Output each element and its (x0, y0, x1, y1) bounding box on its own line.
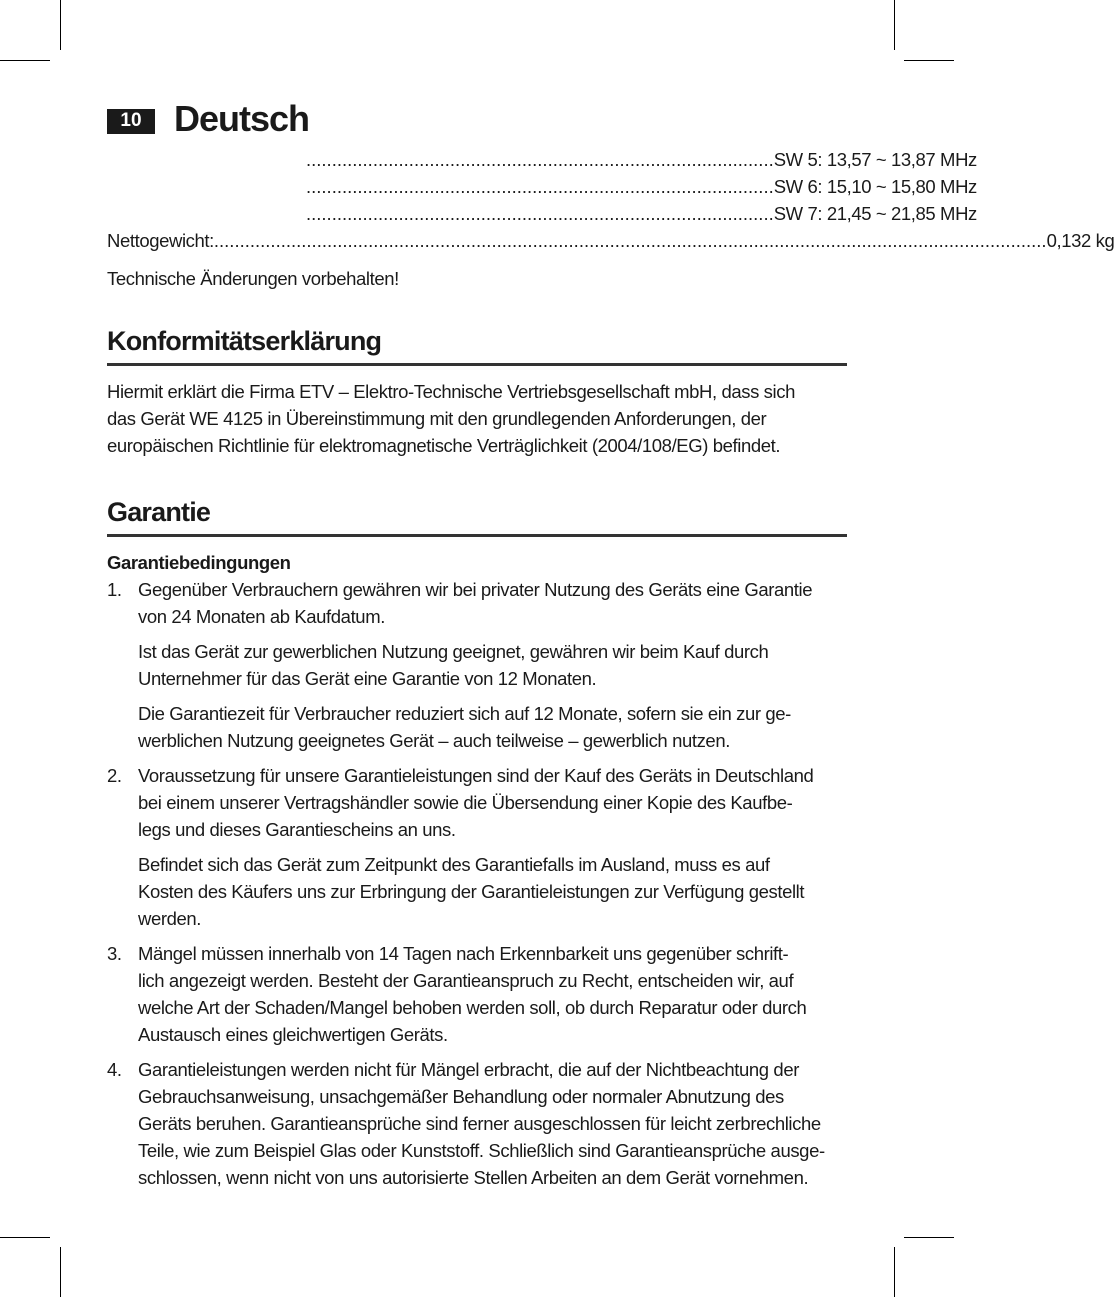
text-line: Austausch eines gleichwertigen Geräts. (138, 1024, 448, 1045)
item-paragraph (138, 851, 847, 932)
spec-row (107, 144, 977, 171)
crop-mark (0, 1237, 50, 1238)
text-line: Ist das Gerät zur gewerblichen Nutzung geeignet, gewähren wir beim Kauf durch (138, 641, 769, 662)
spec-row (107, 171, 977, 198)
crop-mark (904, 60, 954, 61)
item-number: 2. (107, 765, 122, 786)
spec-value: 0,132 kg (1046, 230, 1114, 251)
spec-value: SW 6: 15,10 ~ 15,80 MHz (773, 176, 977, 197)
item-paragraph (138, 940, 847, 1048)
warranty-subheading: Garantiebedingungen (107, 552, 291, 573)
language-title: Deutsch (174, 98, 310, 139)
spec-leader: ........................................................................................... (306, 203, 774, 224)
warranty-section (107, 497, 847, 1191)
page-number: 10 (107, 109, 155, 134)
spec-row (107, 198, 977, 225)
spec-leader: ........................................................................................... (306, 176, 774, 197)
item-paragraph (138, 762, 847, 843)
crop-mark (60, 0, 61, 50)
item-paragraph (138, 700, 847, 754)
text-line: schlossen, wenn nicht von uns autorisierte Stellen Arbeiten an dem Gerät vornehmen. (138, 1167, 809, 1188)
item-paragraph (138, 576, 847, 630)
item-number: 1. (107, 579, 122, 600)
text-line: Gegenüber Verbrauchern gewähren wir bei privater Nutzung des Geräts eine Garantie (138, 579, 813, 600)
crop-mark (894, 0, 895, 50)
item-paragraph (138, 1056, 847, 1191)
text-line: legs und dieses Garantiescheins an uns. (138, 819, 456, 840)
spec-row (107, 225, 1114, 252)
spec-leader: .................................................................................................................................................................. (213, 230, 1047, 251)
text-line: werden. (138, 908, 202, 929)
text-line: Teile, wie zum Beispiel Glas oder Kunststoff. Schließlich sind Garantieansprüche ausge- (138, 1140, 825, 1161)
text-line: europäischen Richtlinie für elektromagnetische Verträglichkeit (2004/108/EG) befindet. (107, 435, 781, 456)
text-line: Befindet sich das Gerät zum Zeitpunkt des Garantiefalls im Ausland, muss es auf (138, 854, 770, 875)
list-item (107, 940, 847, 1048)
crop-mark (904, 1237, 954, 1238)
page-content (107, 144, 1114, 1199)
spec-leader: ........................................................................................... (306, 149, 774, 170)
text-line: welche Art der Schaden/Mangel behoben werden soll, ob durch Reparatur oder durch (138, 997, 807, 1018)
spec-list (107, 144, 1114, 252)
conformity-section (107, 326, 847, 459)
item-number: 4. (107, 1059, 122, 1080)
text-line: Garantieleistungen werden nicht für Mängel erbracht, die auf der Nichtbeachtung der (138, 1059, 799, 1080)
item-paragraph (138, 638, 847, 692)
text-line: Voraussetzung für unsere Garantieleistungen sind der Kauf des Geräts in Deutschland (138, 765, 814, 786)
list-item (107, 576, 847, 754)
text-line: von 24 Monaten ab Kaufdatum. (138, 606, 385, 627)
spec-label: Nettogewicht: (107, 230, 214, 251)
page-header (107, 97, 309, 141)
crop-mark (894, 1247, 895, 1297)
list-item (107, 762, 847, 932)
text-line: das Gerät WE 4125 in Übereinstimmung mit den grundlegenden Anforderungen, der (107, 408, 767, 429)
list-item (107, 1056, 847, 1191)
text-line: werblichen Nutzung geeignetes Gerät – auch teilweise – gewerblich nutzen. (138, 730, 730, 751)
warranty-list (107, 576, 847, 1191)
text-line: Mängel müssen innerhalb von 14 Tagen nach Erkennbarkeit uns gegenüber schrift- (138, 943, 789, 964)
spec-value: SW 7: 21,45 ~ 21,85 MHz (773, 203, 977, 224)
crop-mark (60, 1247, 61, 1297)
spec-value: SW 5: 13,57 ~ 13,87 MHz (773, 149, 977, 170)
text-line: Hiermit erklärt die Firma ETV – Elektro-Technische Vertriebsgesellschaft mbH, dass sich (107, 381, 795, 402)
text-line: Unternehmer für das Gerät eine Garantie von 12 Monaten. (138, 668, 597, 689)
conformity-heading: Konformitätserklärung (107, 326, 847, 366)
text-line: Geräts beruhen. Garantieansprüche sind ferner ausgeschlossen für leicht zerbrechliche (138, 1113, 821, 1134)
text-line: Gebrauchsanweisung, unsachgemäßer Behandlung oder normaler Abnutzung des (138, 1086, 784, 1107)
text-line: Die Garantiezeit für Verbraucher reduziert sich auf 12 Monate, sofern sie ein zur ge- (138, 703, 791, 724)
conformity-text (107, 378, 847, 459)
text-line: Kosten des Käufers uns zur Erbringung der Garantieleistungen zur Verfügung gestellt (138, 881, 805, 902)
warranty-heading: Garantie (107, 497, 847, 537)
crop-mark (0, 60, 50, 61)
item-number: 3. (107, 943, 122, 964)
text-line: bei einem unserer Vertragshändler sowie die Übersendung einer Kopie des Kaufbe- (138, 792, 793, 813)
text-line: lich angezeigt werden. Besteht der Garantieanspruch zu Recht, entscheiden wir, auf (138, 970, 794, 991)
technical-note: Technische Änderungen vorbehalten! (107, 268, 399, 289)
